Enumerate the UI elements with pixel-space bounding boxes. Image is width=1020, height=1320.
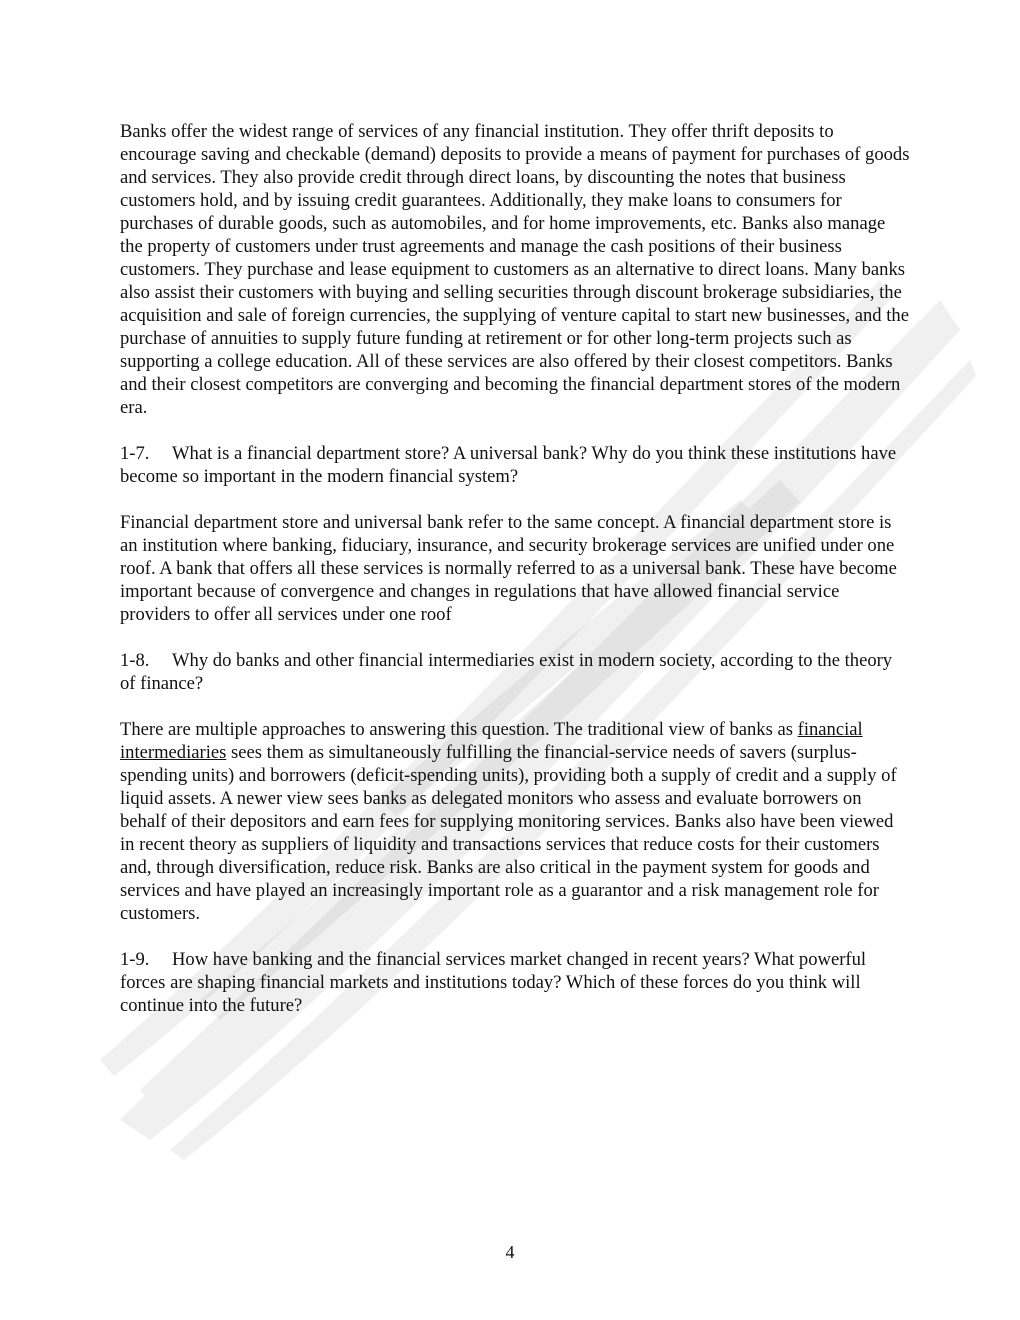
question-1-8 <box>120 649 910 695</box>
question-1-7 <box>120 442 910 488</box>
question-text: Why do banks and other financial intermediaries exist in modern society, according to the theory of finance? <box>120 650 893 694</box>
paragraph-banks-services: Banks offer the widest range of services of any financial institution. They offer thrift deposits to encourage saving and checkable (demand) deposits to provide a means of payment for purchases of goods and services. They also provide credit through direct loans, by discounting the notes that business customers hold, and by issuing credit guarantees. Additionally, they make loans to consumers for purchases of durable goods, such as automobiles, and for home improvements, etc. Banks also manage the property of customers under trust agreements and manage the cash positions of their business customers. They purchase and lease equipment to customers as an alternative to direct loans. Many banks also assist their customers with buying and selling securities through discount brokerage subsidiaries, the acquisition and sale of foreign currencies, the supplying of venture capital to start new businesses, and the purchase of annuities to supply future funding at retirement or for other long-term projects such as supporting a college education. All of these services are also offered by their closest competitors. Banks and their closest competitors are converging and becoming the financial department stores of the modern era. <box>120 121 910 418</box>
question-1-9 <box>120 948 910 1017</box>
question-number: 1-7. <box>120 443 150 464</box>
answer-text: There are multiple approaches to answering this question. The traditional view of banks as <box>120 719 798 740</box>
question-number: 1-9. <box>120 949 150 970</box>
underlined-term: financial intermediaries <box>120 719 863 763</box>
question-text: How have banking and the financial services market changed in recent years? What powerful forces are shaping financial markets and institutions today? Which of these forces do you think will continue into the future? <box>120 949 867 1016</box>
answer-1-8 <box>120 718 910 925</box>
document-body <box>120 120 910 1040</box>
page-number: 4 <box>505 1242 515 1262</box>
answer-text: sees them as simultaneously fulfilling the financial-service needs of savers (surplus-spending units) and borrowers (deficit-spending units), providing both a supply of credit and a supply of liquid assets. A newer view sees banks as delegated monitors who assess and evaluate borrowers on behalf of their depositors and earn fees for supplying monitoring services. Banks also have been viewed in recent theory as suppliers of liquidity and transactions services that reduce costs for their customers and, through diversification, reduce risk. Banks are also critical in the payment system for goods and services and have played an increasingly important role as a guarantor and a risk management role for customers. <box>120 742 897 924</box>
answer-1-7: Financial department store and universal bank refer to the same concept. A financial department store is an institution where banking, fiduciary, insurance, and security brokerage services are unified under one roof. A bank that offers all these services is normally referred to as a universal bank. These have become important because of convergence and changes in regulations that have allowed financial service providers to offer all services under one roof <box>120 512 897 625</box>
question-number: 1-8. <box>120 650 150 671</box>
question-text: What is a financial department store? A universal bank? Why do you think these institutions have become so important in the modern financial system? <box>120 443 897 487</box>
